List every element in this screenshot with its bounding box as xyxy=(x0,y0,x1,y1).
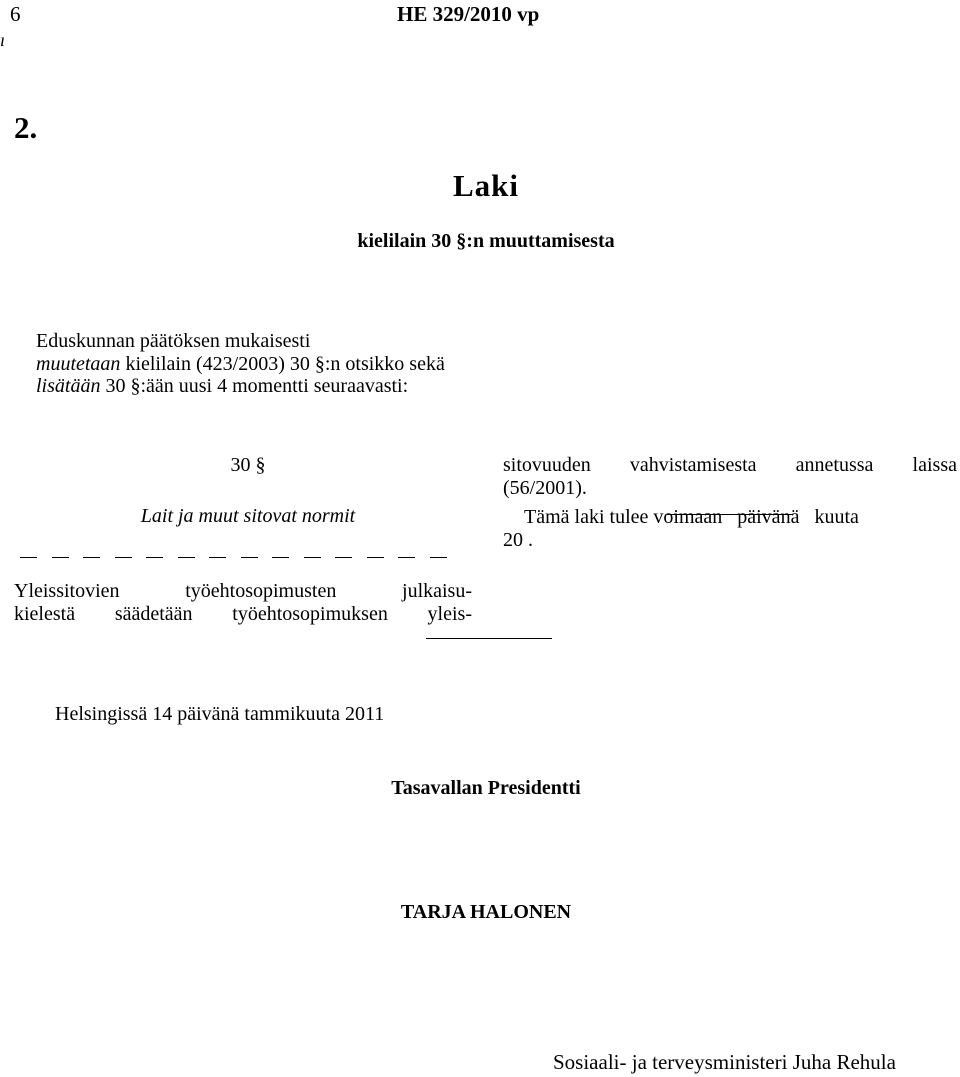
preamble-line-3 xyxy=(36,375,445,398)
right-column-line-3: Tämä laki tulee voimaan päivänä kuuta xyxy=(524,506,859,528)
section-paragraph xyxy=(14,580,472,625)
page-number: 6 xyxy=(10,2,21,26)
right-column-line-2: (56/2001). xyxy=(503,476,587,499)
president-name: TARJA HALONEN xyxy=(400,901,572,923)
preamble-line-2 xyxy=(36,353,445,376)
section-heading: 30 § xyxy=(230,454,266,476)
section-caption: Lait ja muut sitovat normit xyxy=(140,505,356,527)
preamble-verb-amend: muutetaan xyxy=(36,352,121,375)
right-column-text xyxy=(503,454,957,551)
president-title: Tasavallan Presidentti xyxy=(391,777,581,799)
preamble xyxy=(36,330,445,398)
right-column-line-4: 20 . xyxy=(503,528,533,551)
end-rule xyxy=(426,638,552,639)
section-paragraph-line-2: kielestä säädetään työehtosopimuksen yleis- xyxy=(14,602,472,625)
minister-signature: Sosiaali- ja terveysministeri Juha Rehula xyxy=(553,1050,896,1074)
preamble-line-3-text: 30 §:ään uusi 4 momentti seuraavasti: xyxy=(100,375,409,397)
section-paragraph-line-1: Yleissitovien työehtosopimusten julkaisu- xyxy=(14,580,472,602)
signing-place-date: Helsingissä 14 päivänä tammikuuta 2011 xyxy=(55,703,385,725)
page-marker: ı xyxy=(0,30,6,50)
preamble-verb-add: lisätään xyxy=(36,375,101,397)
omission-dashes xyxy=(20,543,445,563)
preamble-line-1: Eduskunnan päätöksen mukaisesti xyxy=(36,330,311,352)
section-number: 2. xyxy=(14,110,38,145)
preamble-line-2-text: kielilain (423/2003) 30 §:n otsikko sekä xyxy=(120,352,445,375)
separator-rule xyxy=(667,514,793,515)
law-title: Laki xyxy=(452,168,520,203)
document-id: HE 329/2010 vp xyxy=(397,2,540,26)
law-subtitle: kielilain 30 §:n muuttamisesta xyxy=(357,230,615,252)
right-column-line-1: sitovuuden vahvistamisesta annetussa laissa xyxy=(503,454,957,476)
